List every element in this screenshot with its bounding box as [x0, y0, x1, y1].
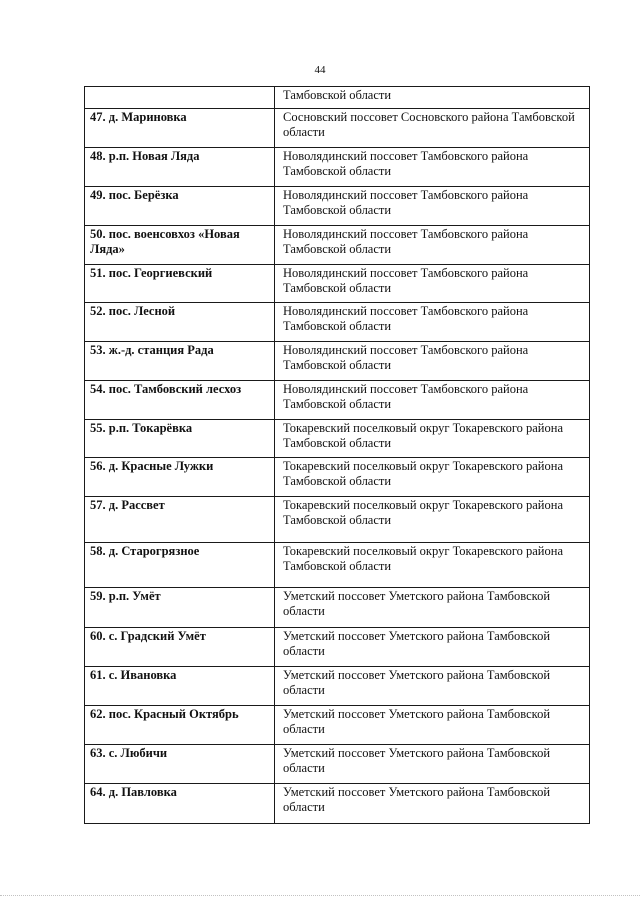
settlement-cell: 53. ж.-д. станция Рада [85, 342, 275, 381]
settlement-cell: 57. д. Рассвет [85, 497, 275, 543]
table-row [85, 784, 590, 824]
table-row [85, 745, 590, 784]
municipality-cell: Новолядинский поссовет Тамбовского района Тамбовской области [275, 148, 590, 187]
municipality-cell: Токаревский поселковый округ Токаревского района Тамбовской области [275, 420, 590, 458]
table-row [85, 628, 590, 667]
settlement-cell: 55. р.п. Токарёвка [85, 420, 275, 458]
municipality-cell: Сосновский поссовет Сосновского района Тамбовской области [275, 109, 590, 148]
settlement-cell: 54. пос. Тамбовский лесхоз [85, 381, 275, 420]
settlement-cell: 59. р.п. Умёт [85, 588, 275, 628]
table-row [85, 588, 590, 628]
municipality-cell: Уметский поссовет Уметского района Тамбовской области [275, 588, 590, 628]
municipality-cell: Токаревский поселковый округ Токаревского района Тамбовской области [275, 543, 590, 588]
municipality-cell: Токаревский поселковый округ Токаревского района Тамбовской области [275, 497, 590, 543]
settlement-cell: 47. д. Мариновка [85, 109, 275, 148]
municipality-cell: Уметский поссовет Уметского района Тамбовской области [275, 745, 590, 784]
settlements-table [84, 86, 590, 824]
table-row [85, 226, 590, 265]
table-row [85, 109, 590, 148]
municipality-cell: Уметский поссовет Уметского района Тамбовской области [275, 706, 590, 745]
municipality-cell: Тамбовской области [275, 87, 590, 109]
table-row [85, 303, 590, 342]
settlement-cell: 63. с. Любичи [85, 745, 275, 784]
table-row [85, 381, 590, 420]
table-row [85, 667, 590, 706]
settlement-cell: 49. пос. Берёзка [85, 187, 275, 226]
municipality-cell: Новолядинский поссовет Тамбовского района Тамбовской области [275, 187, 590, 226]
municipality-cell: Новолядинский поссовет Тамбовского района Тамбовской области [275, 381, 590, 420]
table-row [85, 87, 590, 109]
municipality-cell: Новолядинский поссовет Тамбовского района Тамбовской области [275, 342, 590, 381]
municipality-cell: Токаревский поселковый округ Токаревского района Тамбовской области [275, 458, 590, 497]
settlement-cell: 64. д. Павловка [85, 784, 275, 824]
municipality-cell: Новолядинский поссовет Тамбовского района Тамбовской области [275, 265, 590, 303]
table-row [85, 543, 590, 588]
municipality-cell: Уметский поссовет Уметского района Тамбовской области [275, 667, 590, 706]
table-row [85, 706, 590, 745]
settlement-cell: 56. д. Красные Лужки [85, 458, 275, 497]
scan-artifact-line [0, 895, 640, 900]
settlement-cell: 52. пос. Лесной [85, 303, 275, 342]
settlement-cell: 58. д. Старогрязное [85, 543, 275, 588]
page-number: 44 [314, 64, 326, 76]
table-row [85, 148, 590, 187]
table-row [85, 497, 590, 543]
municipality-cell: Уметский поссовет Уметского района Тамбовской области [275, 784, 590, 824]
table-row [85, 458, 590, 497]
municipality-cell: Уметский поссовет Уметского района Тамбовской области [275, 628, 590, 667]
settlement-cell [85, 87, 275, 109]
settlement-cell: 50. пос. военсовхоз «Новая Ляда» [85, 226, 275, 265]
municipality-cell: Новолядинский поссовет Тамбовского района Тамбовской области [275, 303, 590, 342]
settlement-cell: 61. с. Ивановка [85, 667, 275, 706]
table-row [85, 187, 590, 226]
table-row [85, 265, 590, 303]
municipality-cell: Новолядинский поссовет Тамбовского района Тамбовской области [275, 226, 590, 265]
settlement-cell: 62. пос. Красный Октябрь [85, 706, 275, 745]
settlement-cell: 48. р.п. Новая Ляда [85, 148, 275, 187]
settlement-cell: 60. с. Градский Умёт [85, 628, 275, 667]
settlement-cell: 51. пос. Георгиевский [85, 265, 275, 303]
table-row [85, 420, 590, 458]
table-row [85, 342, 590, 381]
